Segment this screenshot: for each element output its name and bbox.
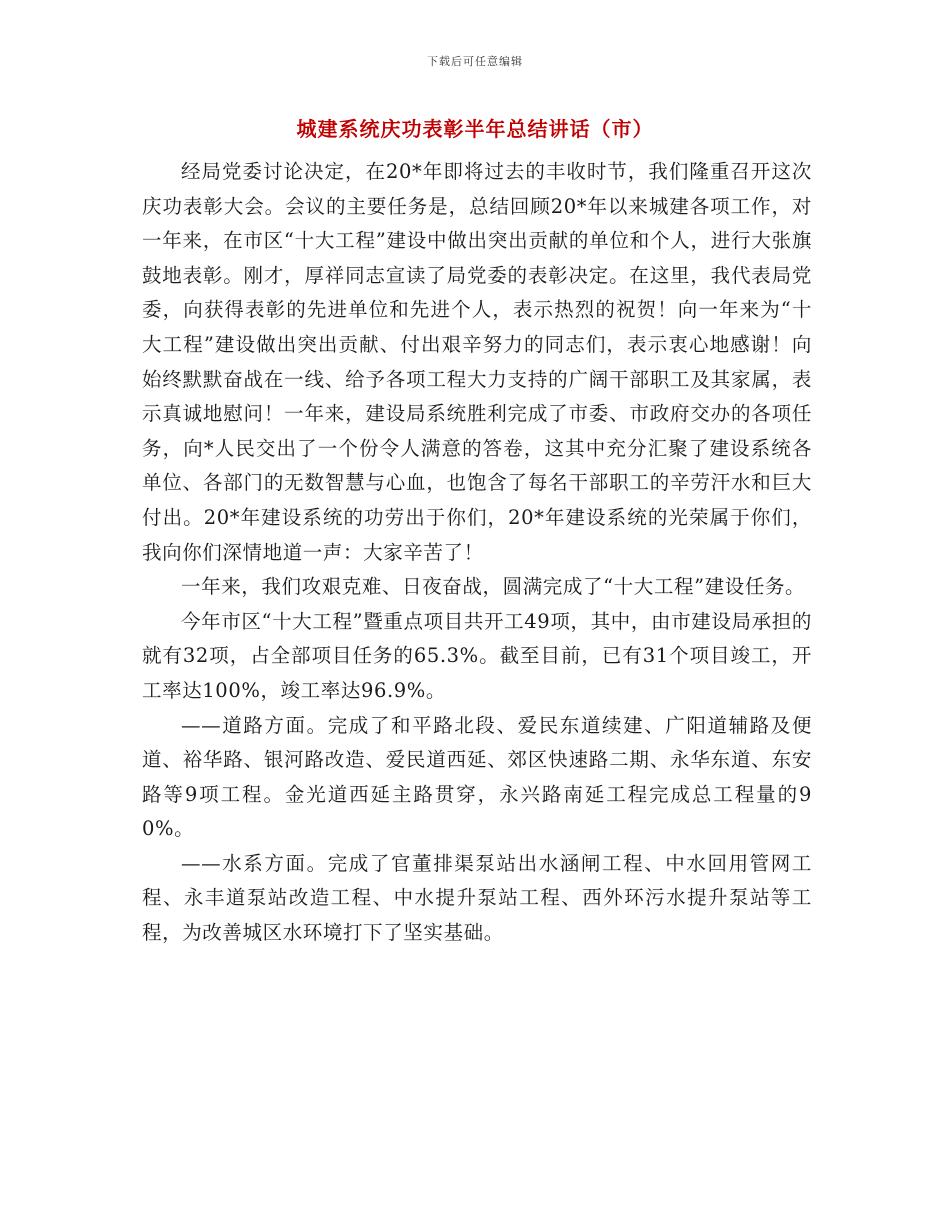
document-body — [142, 155, 812, 951]
paragraph-opening: 经局党委讨论决定，在20*年即将过去的丰收时节，我们隆重召开这次庆功表彰大会。会议的主要任务是，总结回顾20*年以来城建各项工作，对一年来，在市区“十大工程”建设中做出突出贡献的单位和个人，进行大张旗鼓地表彰。刚才，厚祥同志宣读了局党委的表彰决定。在这里，我代表局党委，向获得表彰的先进单位和先进个人，表示热烈的祝贺！向一年来为“十大工程”建设做出突出贡献、付出艰辛努力的同志们，表示衷心地感谢！向始终默默奋战在一线、给予各项工程大力支持的广阔干部职工及其家属，表示真诚地慰问！一年来，建设局系统胜利完成了市委、市政府交办的各项任务，向*人民交出了一个份令人满意的答卷，这其中充分汇聚了建设系统各单位、各部门的无数智慧与心血，也饱含了每名干部职工的辛劳汗水和巨大付出。20*年建设系统的功劳出于你们，20*年建设系统的光荣属于你们，我向你们深情地道一声：大家辛苦了！ — [142, 160, 812, 564]
paragraph-water-system: ——水系方面。完成了官董排渠泵站出水涵闸工程、中水回用管网工程、永丰道泵站改造工程、中水提升泵站工程、西外环污水提升泵站等工程，为改善城区水环境打下了坚实基础。 — [142, 851, 812, 945]
document-title: 城建系统庆功表彰半年总结讲话（市） — [296, 117, 654, 141]
paragraph-achievements: 一年来，我们攻艰克难、日夜奋战，圆满完成了“十大工程”建设任务。 — [181, 575, 806, 599]
paragraph-roads: ——道路方面。完成了和平路北段、爱民东道续建、广阳道辅路及便道、裕华路、银河路改造、爱民道西延、郊区快速路二期、永华东道、东安路等9项工程。金光道西延主路贯穿，永兴路南延工程完成总工程量的90%。 — [142, 713, 812, 841]
page-header-note: 下载后可任意编辑 — [427, 55, 523, 68]
paragraph-project-stats: 今年市区“十大工程”暨重点项目共开工49项，其中，由市建设局承担的就有32项，占全部项目任务的65.3%。截至目前，已有31个项目竣工，开工率达100%，竣工率达96.9%。 — [142, 609, 812, 702]
